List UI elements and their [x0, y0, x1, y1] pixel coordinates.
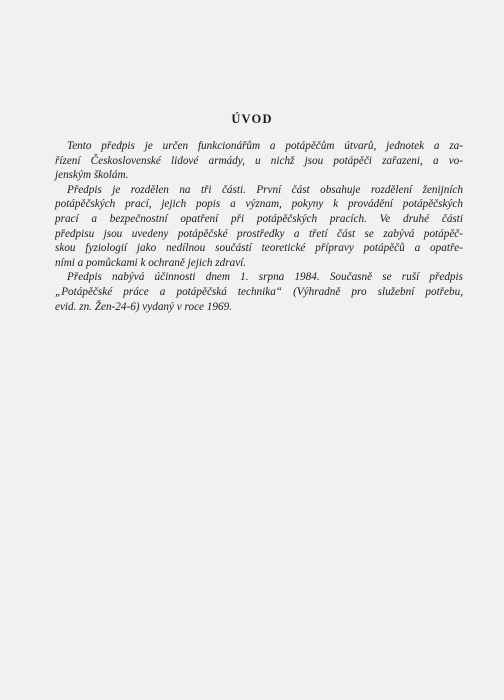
- paragraph-2-line-2: potápěčských prací, jejich popis a význam, pokyny k provádění potápěčských: [55, 198, 463, 211]
- body-text: [55, 139, 463, 314]
- page-title: ÚVOD: [231, 112, 273, 126]
- paragraph-2-line-6: ními a pomůckami k ochraně jejich zdraví.: [55, 256, 247, 269]
- paragraph-3-line-1: Předpis nabývá účinnosti dnem 1. srpna 1984. Současně se ruší předpis: [67, 271, 463, 284]
- paragraph-1-line-3: jenským školám.: [55, 169, 129, 182]
- paragraph-3-line-2: „Potápěčské práce a potápěčská technika“ (Výhradně pro služební potřebu,: [55, 285, 463, 298]
- paragraph-2-line-4: předpisu jsou uvedeny potápěčské prostředky a třetí část se zabývá potápěč-: [55, 227, 463, 240]
- paragraph-2-line-1: Předpis je rozdělen na tři části. První část obsahuje rozdělení ženijních: [67, 183, 463, 196]
- paragraph-1-line-2: řízení Československé lidové armády, u nichž jsou potápěči zařazeni, a vo-: [55, 154, 463, 167]
- paragraph-3-line-3: evid. zn. Žen-24-6) vydaný v roce 1969.: [55, 300, 232, 313]
- paragraph-2-line-5: skou fyziologií jako nedílnou součástí teoretické přípravy potápěčů a opatře-: [55, 242, 463, 255]
- paragraph-2-line-3: prací a bezpečnostní opatření při potápěčských pracích. Ve druhé části: [55, 212, 463, 225]
- paragraph-1-line-1: Tento předpis je určen funkcionářům a potápěčům útvarů, jednotek a za-: [67, 140, 463, 152]
